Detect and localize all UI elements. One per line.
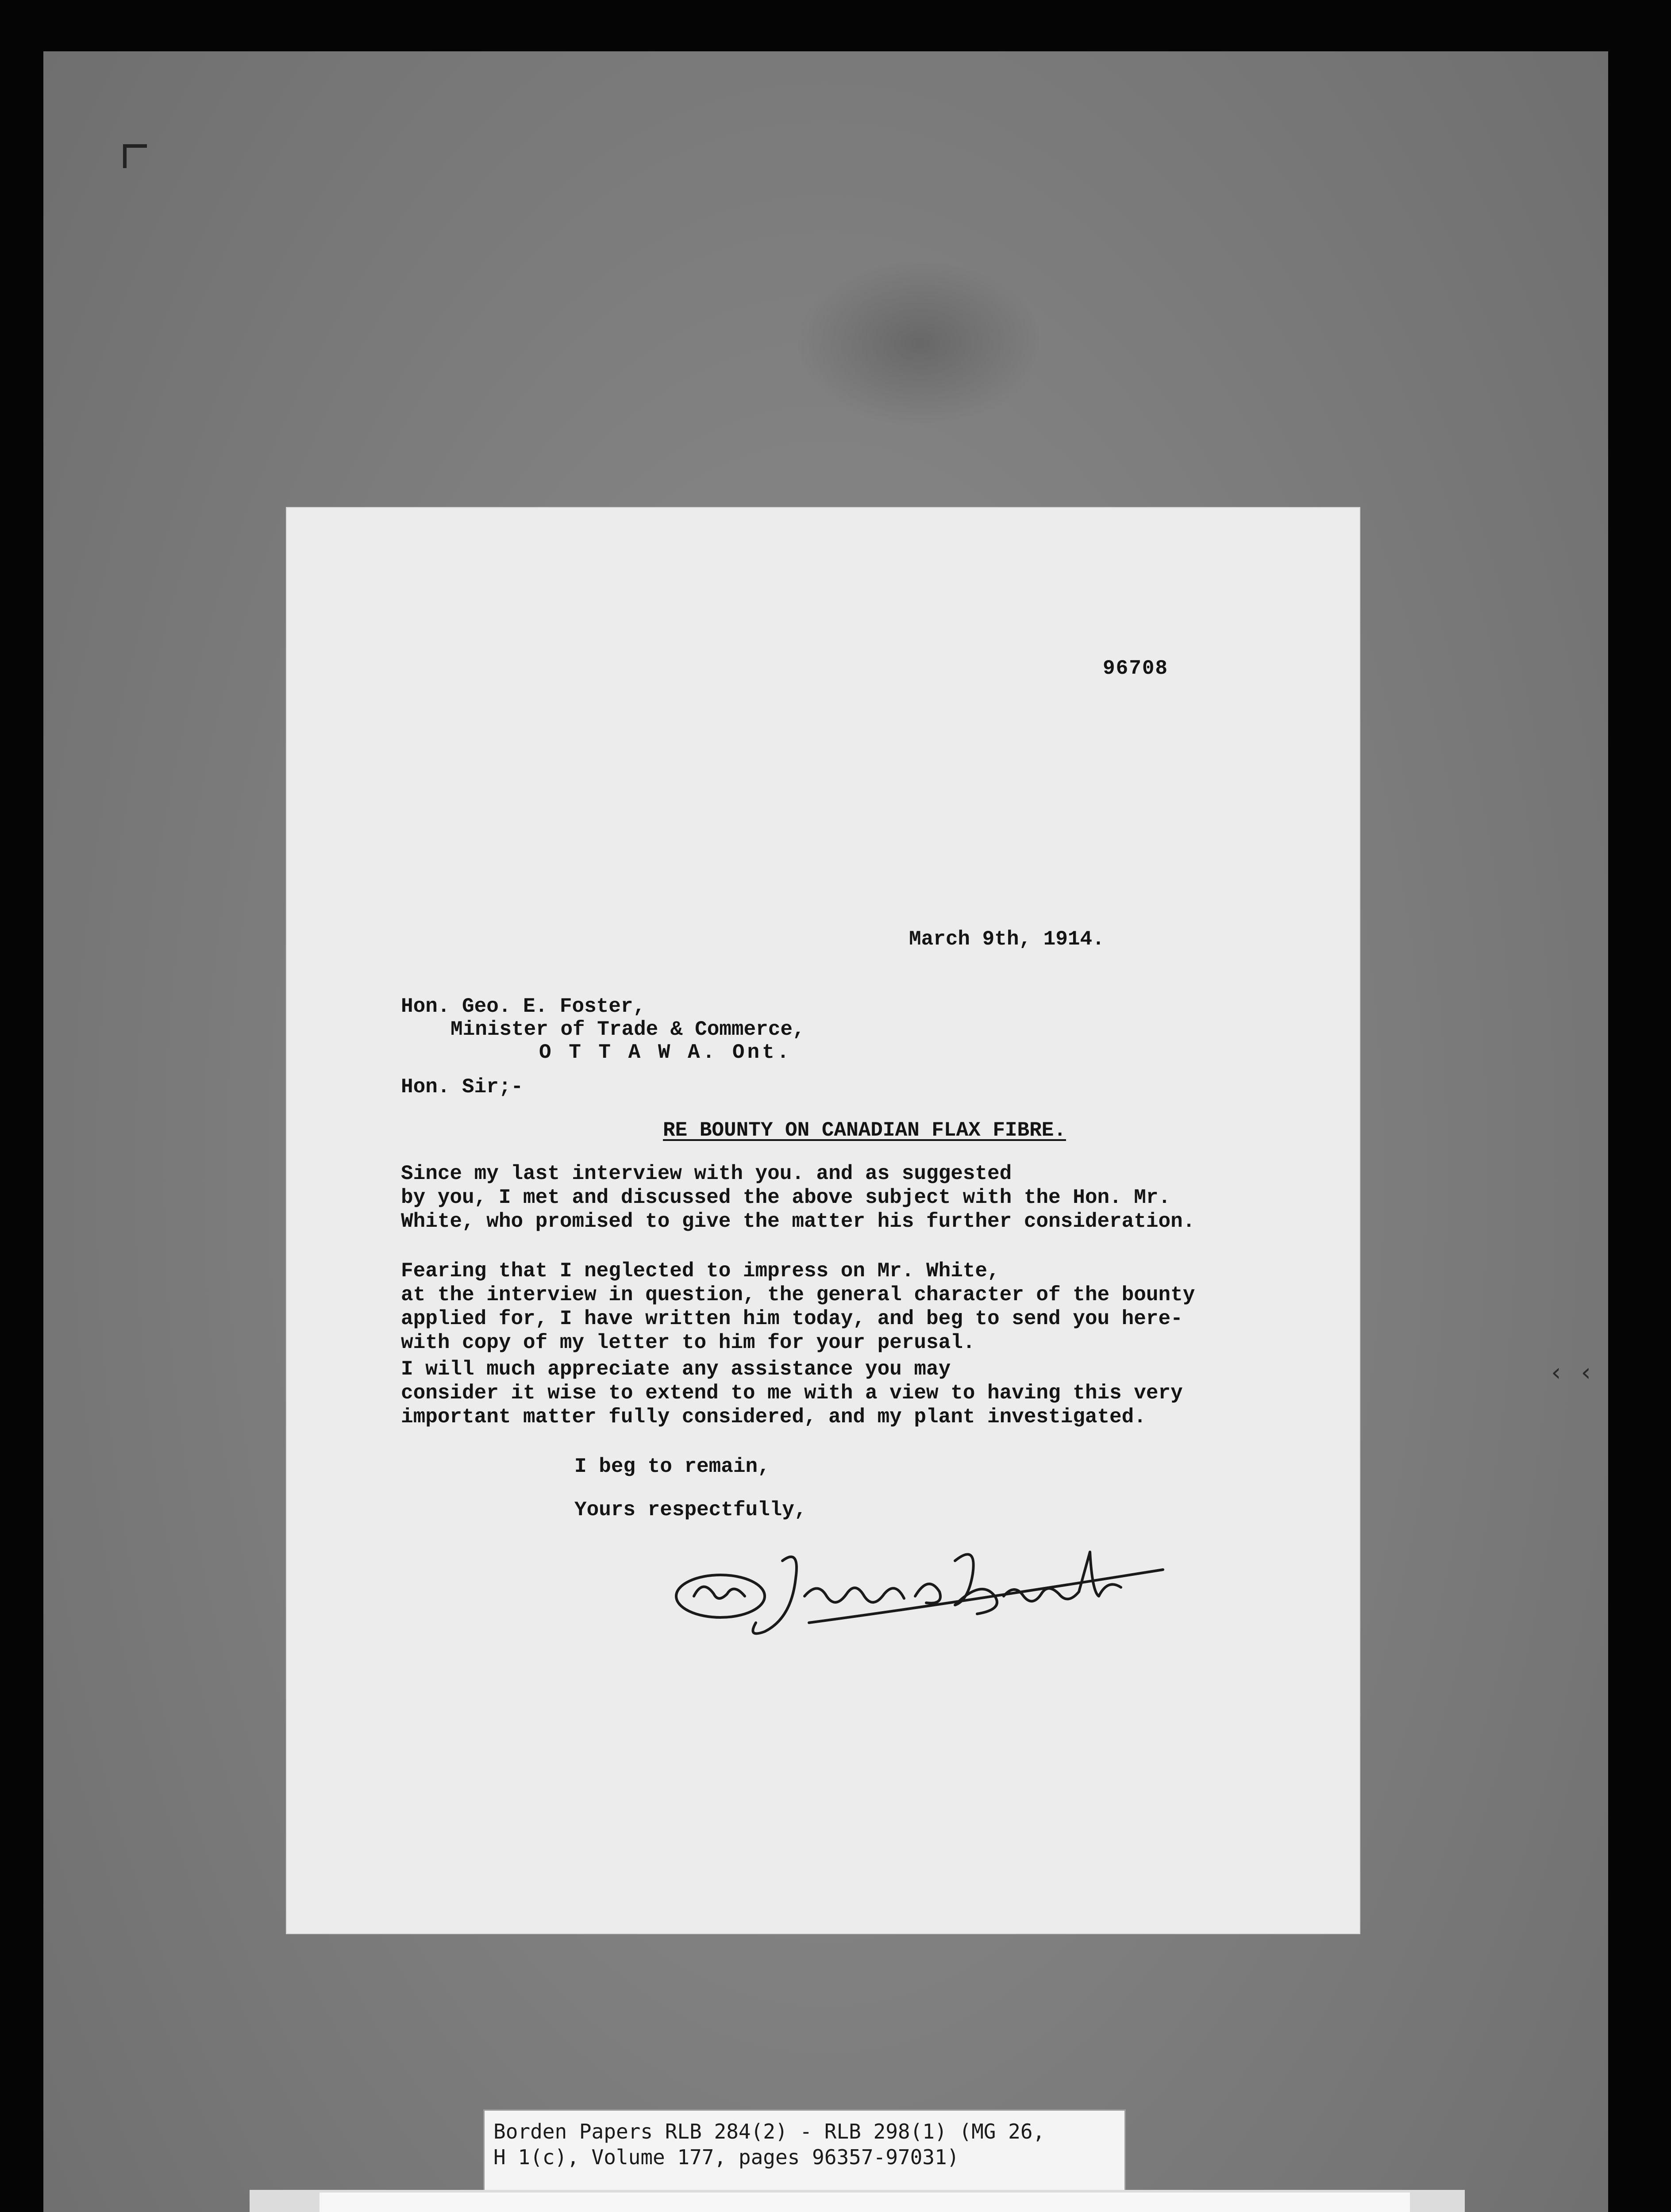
slip-line: H 1(c), Volume 177, pages 96357-97031) <box>493 2145 959 2169</box>
catalogue-slip <box>483 2109 1126 2202</box>
archives-stamp <box>320 2193 1410 2212</box>
edge-mark: ‹ ‹ <box>1549 1358 1594 1387</box>
salutation: Hon. Sir;- <box>401 1075 524 1098</box>
complimentary-close: Yours respectfully, <box>574 1498 807 1521</box>
recipient-title: Minister of Trade & Commerce, <box>450 1018 805 1041</box>
document-number: 96708 <box>1103 657 1169 680</box>
handwritten-signature <box>667 1530 1181 1645</box>
corner-crop-mark <box>123 144 147 168</box>
body-paragraph: Fearing that I neglected to impress on Mr. White, at the interview in question, the general character of the bounty applied for, I have written him today, and beg to send you here- with copy of my letter to him for your perusal. <box>401 1260 1195 1354</box>
body-paragraph: I will much appreciate any assistance you may consider it wise to extend to me with a view to having this very important matter fully considered, and my plant investigated. <box>401 1358 1183 1429</box>
recipient-city: O T T A W A. Ont. <box>539 1041 792 1064</box>
background-smudge <box>796 259 1043 427</box>
recipient-name: Hon. Geo. E. Foster, <box>401 995 646 1018</box>
slip-line: Borden Papers RLB 284(2) - RLB 298(1) (MG 26, <box>493 2120 1045 2143</box>
letter-page <box>287 508 1359 1933</box>
letter-date: March 9th, 1914. <box>909 928 1105 951</box>
closing-line: I beg to remain, <box>574 1455 770 1478</box>
subject-line: RE BOUNTY ON CANADIAN FLAX FIBRE. <box>663 1119 1066 1142</box>
body-paragraph: Since my last interview with you. and as suggested by you, I met and discussed the above subject with the Hon. Mr. White, who promised to give the matter his further consideration. <box>401 1162 1195 1233</box>
